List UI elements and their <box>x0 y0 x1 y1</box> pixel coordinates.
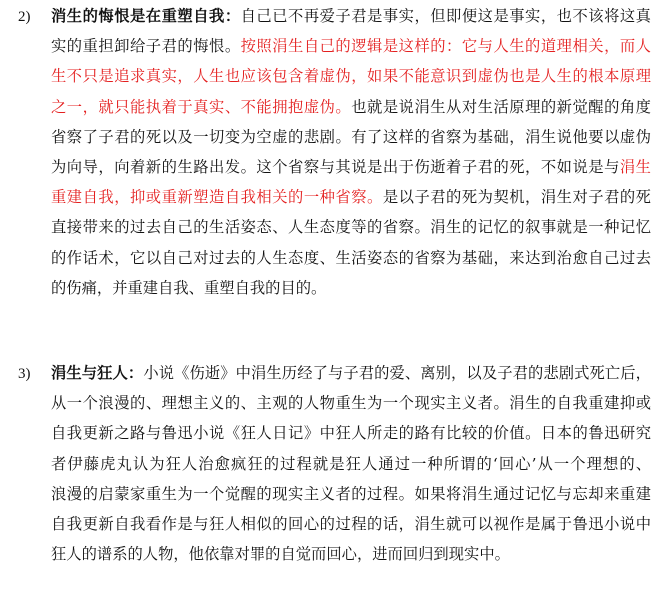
text-run: 自己已不再爱子君是事实，但即便这是事实，也不该将这真 <box>240 7 651 25</box>
text-run: 的伤痛，并重建自我、重塑自我的目的。 <box>51 278 327 297</box>
highlighted-text: 涓生 <box>619 158 651 177</box>
text-run: 省察了子君的死以及一切变为空虚的悲剧。有了这样的省察为基础，涓生说他要以虚伪 <box>51 127 651 146</box>
text-line <box>51 92 651 122</box>
text-run: 为向导，向着新的生路出发。这个省察与其说是出于伤逝着子君的死，不如说是与 <box>51 158 620 177</box>
text-line <box>51 122 651 152</box>
bold-heading: 涓生与狂人： <box>51 364 144 382</box>
highlighted-text: 重建自我，抑或重新塑造自我相关的一种省察。 <box>51 188 383 207</box>
text-run: 浪漫的启蒙家重生为一个觉醒的现实主义者的过程。如果将涓生通过记忆与忘却来重建 <box>51 484 651 503</box>
bold-heading: 消生的悔恨是在重塑自我： <box>51 7 241 25</box>
highlighted-text: 生不只是追求真实，人生也应该包含着虚伪，如果不能意识到虚伪也是人生的根本原理 <box>51 67 651 86</box>
paragraph <box>51 1 651 303</box>
text-line <box>51 1 651 31</box>
highlighted-text: 之一，就只能执着于真实、不能拥抱虚伪。 <box>51 97 352 116</box>
text-line <box>51 243 651 273</box>
text-line <box>51 449 651 479</box>
text-line <box>51 273 651 303</box>
text-run: 的作话术，它以自己对过去的人生态度、生活姿态的省察为基础，来达到治愈自己过去 <box>51 248 651 267</box>
text-line <box>51 152 651 182</box>
highlighted-text: 按照涓生自己的逻辑是这样的：它与人生的道理相关，而人 <box>240 37 651 56</box>
item-number: 3) <box>18 366 31 382</box>
text-line <box>51 61 651 91</box>
text-run: 直接带来的过去自己的生活姿态、人生态度等的省察。涓生的记忆的叙事就是一种记忆 <box>51 218 651 237</box>
text-line <box>51 358 651 388</box>
text-run: 者伊藤虎丸认为狂人治愈疯狂的过程就是狂人通过一种所谓的‘回心’从一个理想的、 <box>51 454 651 473</box>
text-run: 狂人的谱系的人物，他依靠对罪的自觉而回心，进而回归到现实中。 <box>51 545 510 564</box>
text-run: 从一个浪漫的、理想主义的、主观的人物重生为一个现实主义者。涓生的自我重建抑或 <box>51 394 651 413</box>
text-run: 也就是说涓生从对生活原理的新觉醒的角度 <box>351 97 651 116</box>
text-line <box>51 388 651 418</box>
text-run: 自我更新之路与鲁迅小说《狂人日记》中狂人所走的路有比较的价值。日本的鲁迅研究 <box>51 424 651 443</box>
text-line <box>51 479 651 509</box>
paragraph <box>51 358 651 569</box>
text-line <box>51 212 651 242</box>
text-run: 实的重担卸给子君的悔恨。 <box>51 37 241 56</box>
text-line <box>51 539 651 569</box>
text-run: 小说《伤逝》中涓生历经了与子君的爱、离别，以及子君的悲剧式死亡后， <box>143 364 651 382</box>
text-run: 是以子君的死为契机，涓生对子君的死 <box>382 188 651 207</box>
text-line <box>51 418 651 448</box>
text-run: 自我更新自我看作是与狂人相似的回心的过程的话，涓生就可以视作是属于鲁迅小说中 <box>51 515 651 534</box>
text-line <box>51 182 651 212</box>
item-number: 2) <box>18 9 31 25</box>
text-line <box>51 509 651 539</box>
text-line <box>51 31 651 61</box>
